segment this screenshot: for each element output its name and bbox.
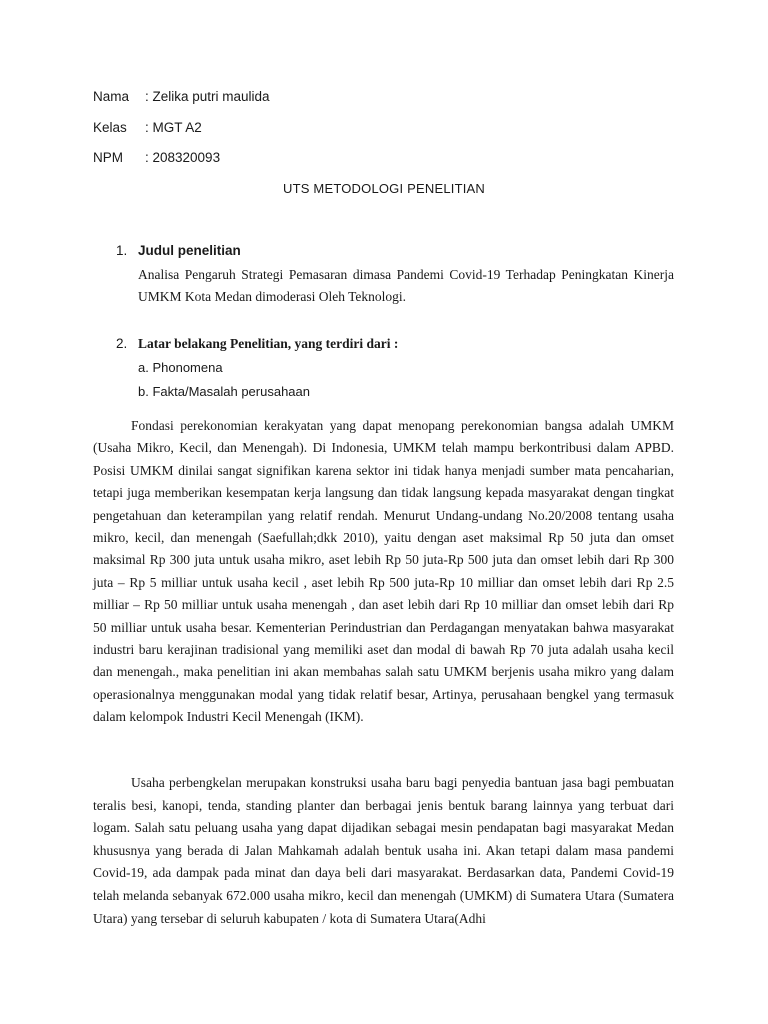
section-2-title: Latar belakang Penelitian, yang terdiri dari : [138, 336, 399, 351]
name-label: Nama [93, 89, 130, 104]
npm-value: : 208320093 [145, 150, 221, 165]
section-1-title: Judul penelitian [138, 243, 241, 258]
identity-npm-row [93, 148, 220, 168]
npm-label: NPM [93, 150, 123, 165]
identity-class-row [93, 118, 202, 138]
class-value: : MGT A2 [145, 120, 202, 135]
section-2-heading [116, 334, 398, 354]
paragraph-1: Fondasi perekonomian kerakyatan yang dapat menopang perekonomian bangsa adalah UMKM (Usaha Mikro, Kecil, dan Menengah). Di Indonesia, UMKM telah mampu berkontribusi dalam APBD. Posisi UMKM dinilai sangat signifikan karena sektor ini tidak hanya menjadi sumber mata pencaharian, tetapi juga memberikan kesempatan kerja langsung dan tidak langsung kepada masyarakat dengan tingkat pengetahuan dan keterampilan yang relatif rendah. Menurut Undang-undang No.20/2008 tentang usaha mikro, kecil, dan menengah (Saefullah;dkk 2010), yaitu dengan aset maksimal Rp 50 juta dan omset maksimal Rp 300 juta untuk usaha mikro, aset lebih Rp 50 juta-Rp 500 juta dan omset lebih dari Rp 300 juta – Rp 5 milliar untuk usaha kecil , aset lebih Rp 500 juta-Rp 10 milliar dan omset lebih dari Rp 2.5 milliar – Rp 50 milliar untuk usaha menengah , dan aset lebih dari Rp 10 milliar dan omset lebih dari Rp 50 milliar untuk usaha besar. Kementerian Perindustrian dan Perdagangan menyatakan bahwa masyarakat industri baru kerajinan tradisional yang memiliki aset dan modal di bawah Rp 70 juta adalah usaha kecil dan menengah., maka penelitian ini akan membahas salah satu UMKM berjenis usaha mikro yang dalam operasionalnya menggunakan modal yang tidak relatif besar, Artinya, perusahaan bengkel yang termasuk dalam kelompok Industri Kecil Menengah (IKM). [93, 418, 674, 725]
document-title: UTS METODOLOGI PENELITIAN [283, 181, 485, 196]
section-1-heading [116, 241, 241, 261]
identity-name-row [93, 87, 270, 107]
name-value: : Zelika putri maulida [145, 89, 270, 104]
section-1-number: 1. [116, 243, 128, 258]
section-2-item-b: b. Fakta/Masalah perusahaan [138, 384, 310, 399]
paragraph-2: Usaha perbengkelan merupakan konstruksi usaha baru bagi penyedia bantuan jasa bagi pembuatan teralis besi, kanopi, tenda, standing planter dan berbagai jenis bentuk barang lainnya yang terbuat dari logam. Salah satu peluang usaha yang dapat dijadikan sebagai mesin pendapatan bagi masyarakat Medan khususnya yang berada di Jalan Mahkamah adalah bentuk usaha ini. Akan tetapi dalam masa pandemi Covid-19, ada dampak pada minat dan daya beli dari masyarakat. Berdasarkan data, Pandemi Covid-19 telah melanda sebanyak 672.000 usaha mikro, kecil dan menengah (UMKM) di Sumatera Utara (Sumatera Utara) yang tersebar di seluruh kabupaten / kota di Sumatera Utara(Adhi [93, 775, 674, 926]
section-1-body: Analisa Pengaruh Strategi Pemasaran dimasa Pandemi Covid-19 Terhadap Peningkatan Kinerja UMKM Kota Medan dimoderasi Oleh Teknologi. [138, 267, 674, 304]
section-2-number: 2. [116, 336, 128, 351]
class-label: Kelas [93, 120, 127, 135]
section-2-item-a: a. Phonomena [138, 360, 223, 375]
